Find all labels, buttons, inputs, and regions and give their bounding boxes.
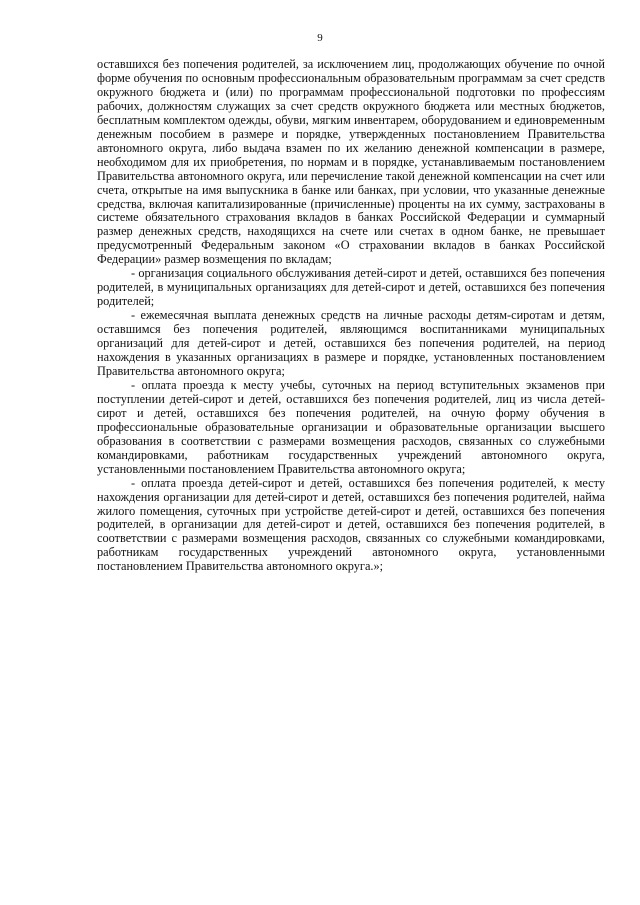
list-item-monthly-payment: - ежемесячная выплата денежных средств на личные расходы детям-сиротам и детям, оставшимся без попечения родителей, являющимся воспитанниками муниципальных организаций для детей-сирот и детей, оставшихся без попечения родителей, на период нахождения в указанных организациях в размере и порядке, установленных постановлением Правительства автономного округа; (97, 308, 605, 378)
list-item-social-services: - организация социального обслуживания детей-сирот и детей, оставшихся без попечения родителей, в муниципальных организациях для детей-сирот и детей, оставшихся без попечения родителей; (97, 266, 605, 309)
list-item-placement-travel: - оплата проезда детей-сирот и детей, оставшихся без попечения родителей, к месту нахождения организации для детей-сирот и детей, оставшихся без попечения родителей, найма жилого помещения, суточных при устройстве детей-сирот и детей, оставшихся без попечения родителей, в организации для детей-сирот и детей, оставшихся без попечения родителей, в соответствии с размерами возмещения расходов, связанных со служебными командировками, работникам государственных учреждений автономного округа, установленными постановлением Правительства автономного округа.»; (97, 475, 605, 574)
page-number: 9 (317, 32, 323, 44)
list-item-study-travel: - оплата проезда к месту учебы, суточных на период вступительных экзаменов при поступлении детей-сирот и детей, оставшихся без попечения родителей, лиц из числа детей-сирот и детей, оставшихся без попечения родителей, на очную форму обучения в профессиональные образовательные организации и образовательные организации высшего образования в соответствии с размерами возмещения расходов, связанных со служебными командировками, работникам государственных учреждений автономного округа, установленными постановлением Правительства автономного округа; (97, 377, 605, 476)
document-body (97, 58, 605, 574)
paragraph-continuation: оставшихся без попечения родителей, за исключением лиц, продолжающих обучение по очной форме обучения по основным профессиональным образовательным программам за счет средств окружного бюджета и (или) по программам профессиональной подготовки по профессиям рабочих, должностям служащих за счет средств окружного бюджета или местных бюджетов, бесплатным комплектом одежды, обуви, мягким инвентарем, оборудованием и единовременным денежным пособием в размере и порядке, утвержденных постановлением Правительства автономного округа, либо выдача взамен по их желанию денежной компенсации в размере, необходимом для их приобретения, по нормам и в порядке, устанавливаемым постановлением Правительства автономного округа, или перечисление такой денежной компенсации на счет или счета, открытые на имя выпускника в банке или банках, при условии, что указанные денежные средства, включая капитализированные (причисленные) проценты на их сумму, застрахованы в системе обязательного страхования вкладов в банках Российской Федерации и суммарный размер денежных средств, находящихся на счете или счетах в одном банке, не превышает предусмотренный Федеральным законом «О страховании вкладов в банках Российской Федерации» размер возмещения по вкладам; (97, 57, 605, 267)
